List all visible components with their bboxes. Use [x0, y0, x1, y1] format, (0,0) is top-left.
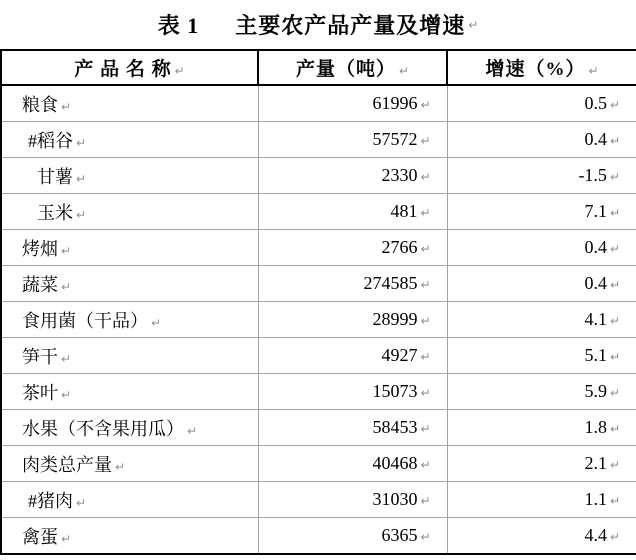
- table-row: [1, 446, 636, 482]
- output-cell: [258, 122, 447, 158]
- growth-cell: [447, 446, 636, 482]
- output-cell: [258, 446, 447, 482]
- paragraph-mark-icon: ↵: [174, 64, 185, 78]
- product-name: 茶叶: [22, 382, 58, 403]
- paragraph-mark-icon: ↵: [151, 315, 162, 330]
- header-output-label: 产量（吨）: [295, 59, 396, 80]
- table-row: [1, 338, 636, 374]
- table-row: [1, 302, 636, 338]
- paragraph-mark-icon: ↵: [61, 387, 72, 402]
- output-value: 57572: [372, 129, 418, 149]
- product-name-cell: [1, 338, 258, 374]
- growth-value: 1.1: [584, 489, 607, 509]
- paragraph-mark-icon: ↵: [420, 530, 431, 544]
- doc-title: [0, 0, 636, 49]
- paragraph-mark-icon: ↵: [420, 242, 431, 256]
- table-row: [1, 85, 636, 122]
- product-name: 笋干: [22, 346, 58, 367]
- output-cell: [258, 482, 447, 518]
- product-name-cell: [1, 194, 258, 230]
- table-row: [1, 230, 636, 266]
- output-value: 481: [390, 201, 418, 221]
- growth-cell: [447, 482, 636, 518]
- paragraph-mark-icon: ↵: [609, 206, 620, 220]
- growth-cell: [447, 338, 636, 374]
- table-row: [1, 122, 636, 158]
- paragraph-mark-icon: ↵: [609, 278, 620, 292]
- paragraph-mark-icon: ↵: [420, 458, 431, 472]
- growth-value: 4.1: [584, 309, 607, 329]
- growth-value: 5.9: [584, 381, 607, 401]
- output-value: 61996: [372, 93, 418, 113]
- product-name: 禽蛋: [22, 526, 58, 547]
- output-value: 274585: [363, 273, 418, 293]
- paragraph-mark-icon: ↵: [420, 206, 431, 220]
- output-cell: [258, 230, 447, 266]
- paragraph-mark-icon: ↵: [76, 207, 87, 222]
- header-growth: [447, 50, 636, 85]
- growth-cell: [447, 302, 636, 338]
- paragraph-mark-icon: ↵: [609, 494, 620, 508]
- paragraph-mark-icon: ↵: [609, 422, 620, 436]
- paragraph-mark-icon: ↵: [609, 530, 620, 544]
- header-product-name-label: 产 品 名 称: [74, 59, 172, 80]
- growth-value: 0.5: [584, 93, 607, 113]
- paragraph-mark-icon: ↵: [61, 531, 72, 546]
- product-name: 蔬菜: [22, 274, 58, 295]
- output-cell: [258, 158, 447, 194]
- paragraph-mark-icon: ↵: [420, 314, 431, 328]
- growth-value: 0.4: [584, 129, 607, 149]
- growth-cell: [447, 158, 636, 194]
- paragraph-mark-icon: ↵: [468, 17, 479, 32]
- product-name-cell: [1, 410, 258, 446]
- table-row: [1, 266, 636, 302]
- growth-value: 4.4: [584, 525, 607, 545]
- paragraph-mark-icon: ↵: [420, 170, 431, 184]
- growth-value: 0.4: [584, 237, 607, 257]
- paragraph-mark-icon: ↵: [420, 98, 431, 112]
- product-name: 粮食: [22, 94, 58, 115]
- output-value: 4927: [381, 345, 418, 365]
- product-name: 肉类总产量: [22, 454, 112, 475]
- product-name-cell: [1, 302, 258, 338]
- growth-cell: [447, 374, 636, 410]
- product-name: 烤烟: [22, 238, 58, 259]
- output-value: 40468: [372, 453, 418, 473]
- table-row: [1, 374, 636, 410]
- output-value: 15073: [372, 381, 418, 401]
- paragraph-mark-icon: ↵: [609, 98, 620, 112]
- paragraph-mark-icon: ↵: [609, 458, 620, 472]
- growth-value: -1.5: [578, 165, 607, 185]
- paragraph-mark-icon: ↵: [76, 135, 87, 150]
- output-cell: [258, 85, 447, 122]
- paragraph-mark-icon: ↵: [76, 495, 87, 510]
- growth-value: 1.8: [584, 417, 607, 437]
- product-name-cell: [1, 374, 258, 410]
- product-name: #稻谷: [28, 130, 73, 151]
- paragraph-mark-icon: ↵: [609, 170, 620, 184]
- product-table: [0, 49, 636, 555]
- table-row: [1, 158, 636, 194]
- output-value: 6365: [381, 525, 418, 545]
- paragraph-mark-icon: ↵: [420, 278, 431, 292]
- product-name: 食用菌（干品）: [22, 310, 148, 331]
- paragraph-mark-icon: ↵: [609, 314, 620, 328]
- paragraph-mark-icon: ↵: [420, 422, 431, 436]
- growth-cell: [447, 410, 636, 446]
- product-name-cell: [1, 85, 258, 122]
- paragraph-mark-icon: ↵: [609, 386, 620, 400]
- product-name-cell: [1, 266, 258, 302]
- product-name-cell: [1, 518, 258, 555]
- product-name-cell: [1, 122, 258, 158]
- output-cell: [258, 266, 447, 302]
- output-cell: [258, 374, 447, 410]
- paragraph-mark-icon: ↵: [609, 350, 620, 364]
- output-cell: [258, 302, 447, 338]
- table-row: [1, 518, 636, 555]
- table-row: [1, 482, 636, 518]
- output-value: 2330: [381, 165, 418, 185]
- product-name: 玉米: [37, 202, 73, 223]
- paragraph-mark-icon: ↵: [420, 386, 431, 400]
- growth-cell: [447, 230, 636, 266]
- output-cell: [258, 518, 447, 555]
- header-output: [258, 50, 447, 85]
- paragraph-mark-icon: ↵: [61, 243, 72, 258]
- product-name-cell: [1, 482, 258, 518]
- growth-value: 7.1: [584, 201, 607, 221]
- table-row: [1, 194, 636, 230]
- output-value: 31030: [372, 489, 418, 509]
- paragraph-mark-icon: ↵: [61, 351, 72, 366]
- paragraph-mark-icon: ↵: [61, 279, 72, 294]
- paragraph-mark-icon: ↵: [588, 64, 599, 78]
- growth-cell: [447, 194, 636, 230]
- growth-cell: [447, 85, 636, 122]
- paragraph-mark-icon: ↵: [420, 350, 431, 364]
- output-cell: [258, 410, 447, 446]
- output-cell: [258, 338, 447, 374]
- product-name-cell: [1, 446, 258, 482]
- growth-cell: [447, 518, 636, 555]
- header-row: [1, 50, 636, 85]
- table-row: [1, 410, 636, 446]
- growth-value: 2.1: [584, 453, 607, 473]
- paragraph-mark-icon: ↵: [609, 134, 620, 148]
- header-growth-label: 增速（%）: [485, 59, 586, 80]
- growth-value: 0.4: [584, 273, 607, 293]
- paragraph-mark-icon: ↵: [420, 494, 431, 508]
- product-name: 甘薯: [37, 166, 73, 187]
- output-value: 58453: [372, 417, 418, 437]
- product-name-cell: [1, 158, 258, 194]
- paragraph-mark-icon: ↵: [115, 459, 126, 474]
- paragraph-mark-icon: ↵: [187, 423, 198, 438]
- table-number-label: 表 1: [157, 13, 200, 38]
- paragraph-mark-icon: ↵: [420, 134, 431, 148]
- title-text: 主要农产品产量及增速: [235, 13, 466, 38]
- paragraph-mark-icon: ↵: [609, 242, 620, 256]
- growth-cell: [447, 122, 636, 158]
- paragraph-mark-icon: ↵: [398, 64, 410, 78]
- paragraph-mark-icon: ↵: [61, 99, 72, 114]
- output-value: 28999: [372, 309, 418, 329]
- header-product-name: [1, 50, 258, 85]
- output-value: 2766: [381, 237, 418, 257]
- product-name: 水果（不含果用瓜）: [22, 418, 184, 439]
- growth-value: 5.1: [584, 345, 607, 365]
- product-name: #猪肉: [28, 490, 73, 511]
- output-cell: [258, 194, 447, 230]
- product-name-cell: [1, 230, 258, 266]
- paragraph-mark-icon: ↵: [76, 171, 87, 186]
- growth-cell: [447, 266, 636, 302]
